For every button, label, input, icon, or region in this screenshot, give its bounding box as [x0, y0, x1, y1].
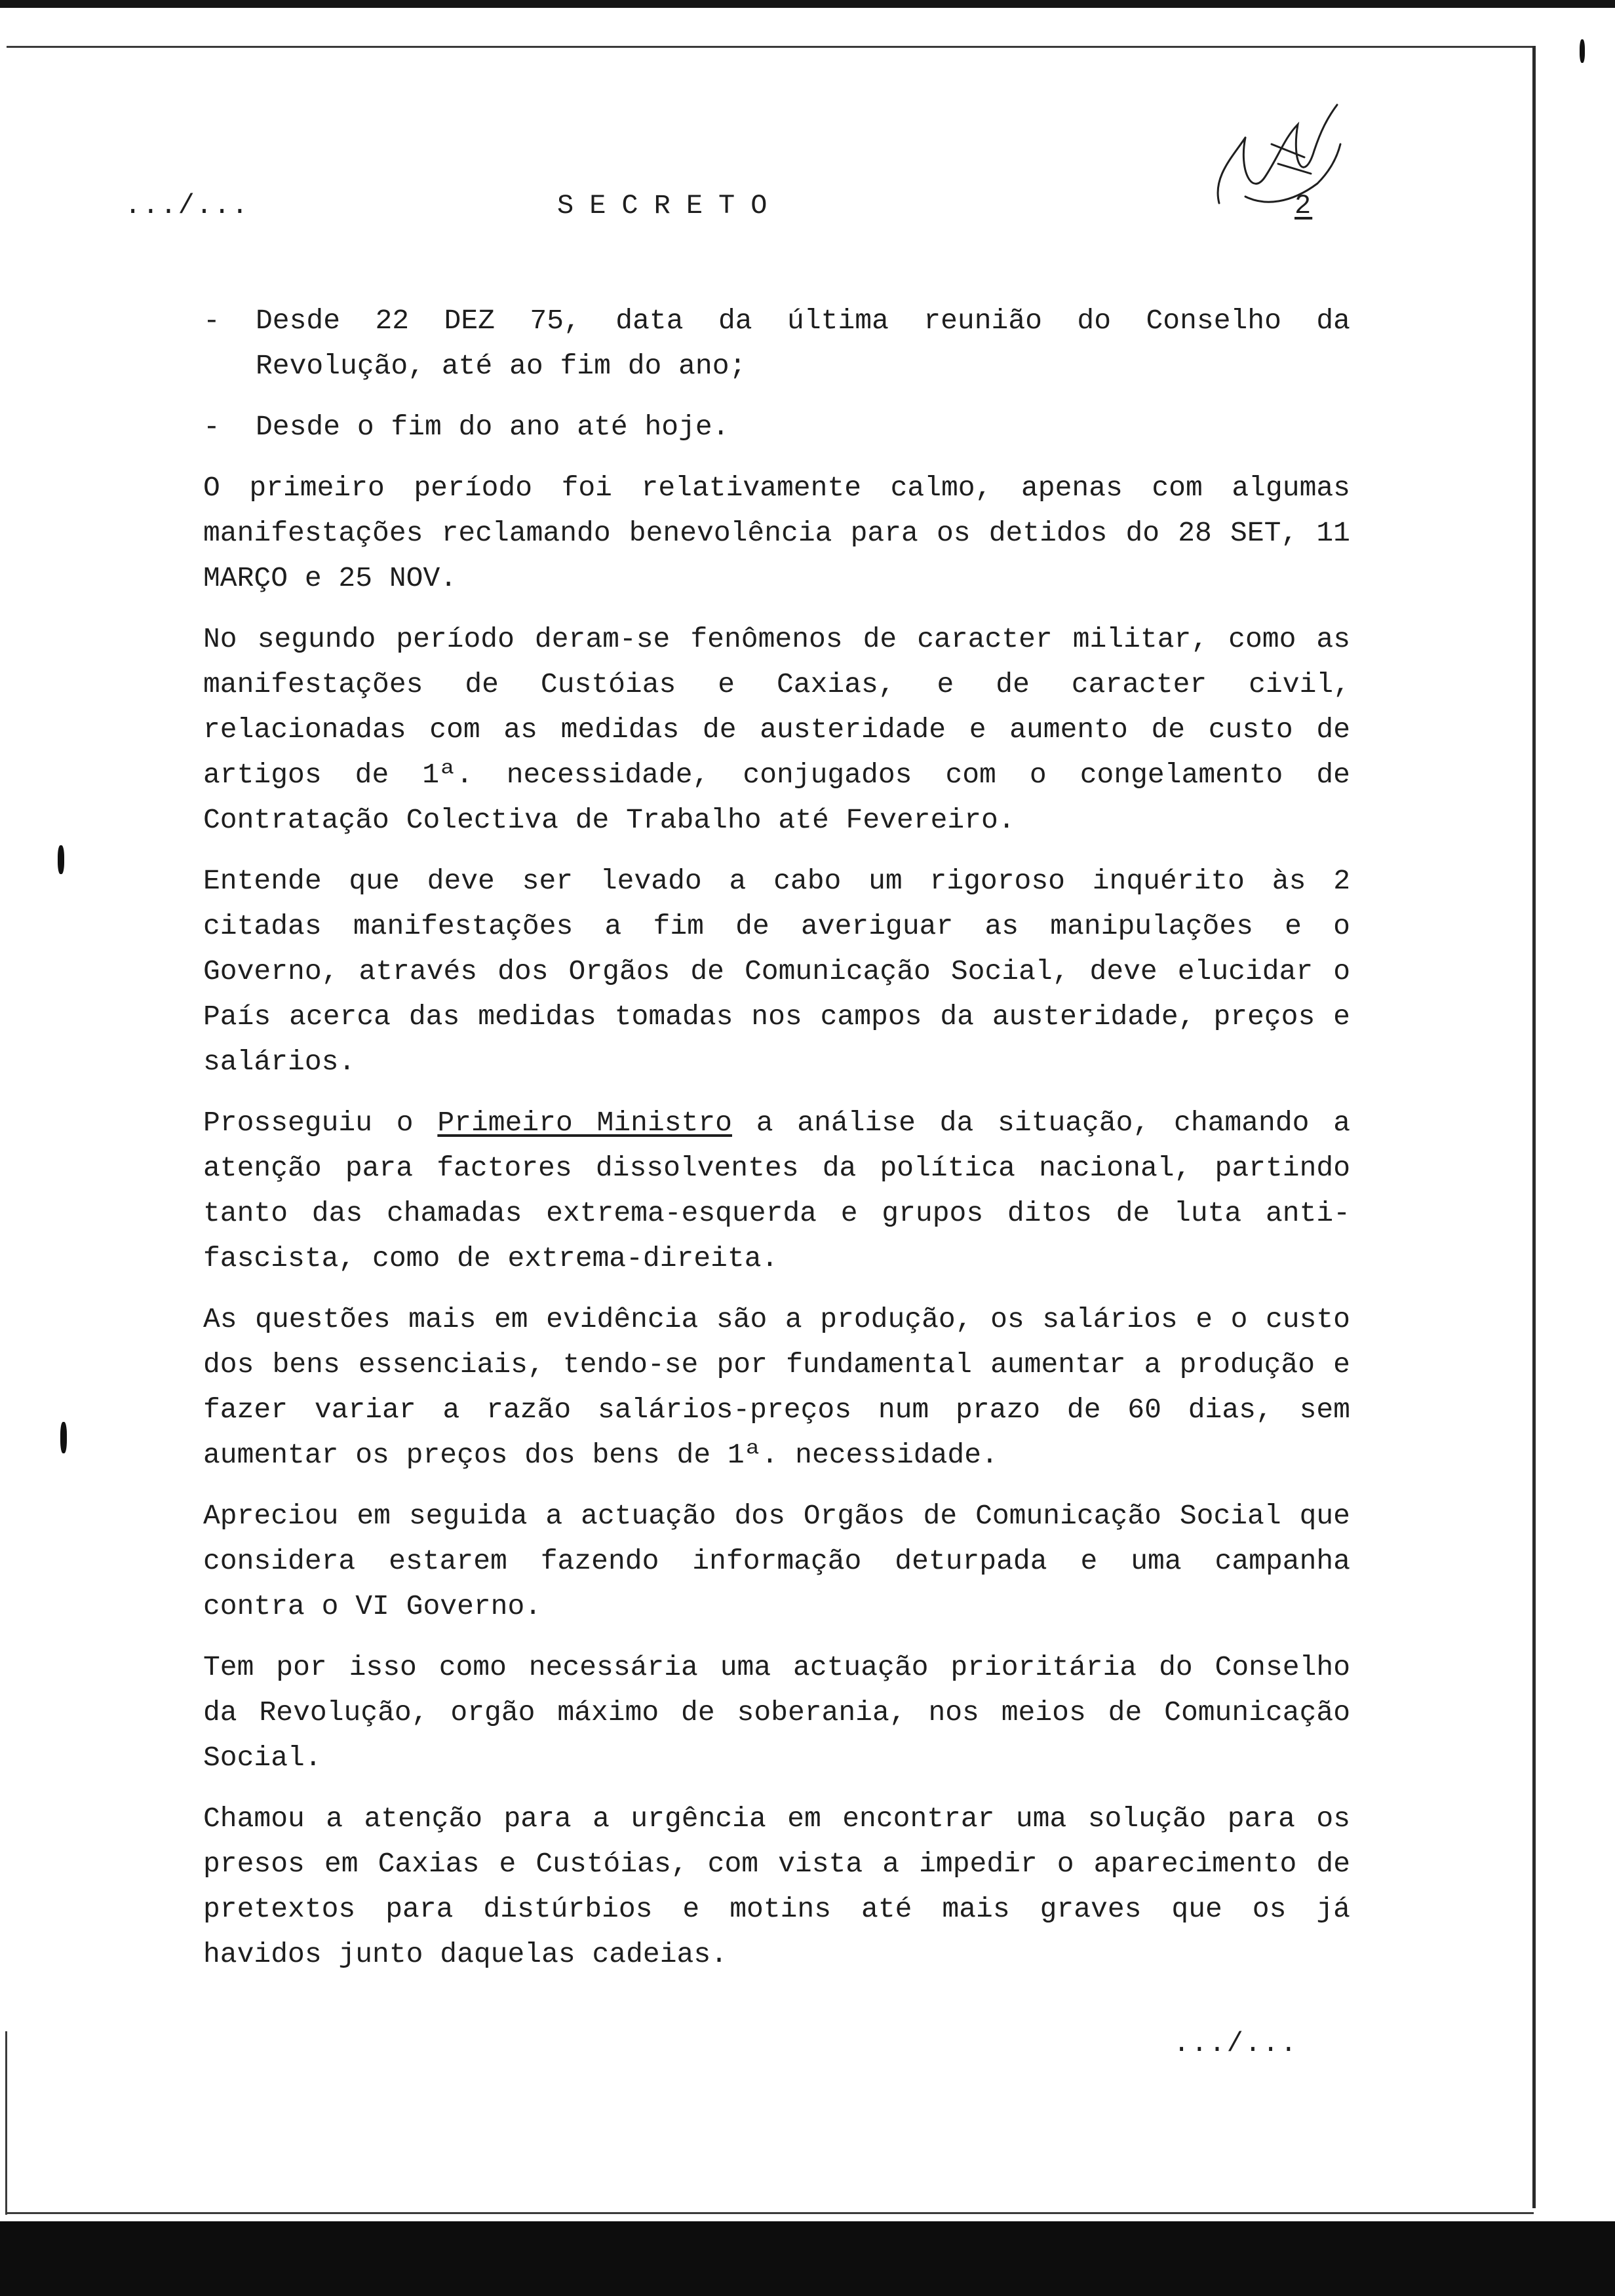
paragraph: Entende que deve ser levado a cabo um rigoroso inquérito às 2 citadas manifestações a fim de averiguar as manipulações e o Governo, através dos Orgãos de Comunicação Social, deve elucidar o País acerca das medidas tomadas nos campos da austeridade, preços e salários. — [203, 865, 1350, 1078]
paragraph: No segundo período deram-se fenômenos de caracter militar, como as manifestações de Custóias e Caxias, e de caracter civil, relacionadas com as medidas de austeridade e aumento de custo de artigos de 1ª. necessidade, conjugados com o congelamento de Contratação Colectiva de Trabalho até Fevereiro. — [203, 623, 1350, 836]
underlined-title: Primeiro Ministro — [437, 1107, 732, 1139]
classification-label: SECRETO — [557, 190, 783, 221]
paragraph: Chamou a atenção para a urgência em encontrar uma solução para os presos em Caxias e Custóias, com vista a impedir o aparecimento de pretextos para distúrbios e motins até mais graves que os já havidos junto daquelas cadeias. — [203, 1803, 1350, 1970]
footer-continuation: .../... — [1173, 2028, 1298, 2059]
punch-mark — [60, 1422, 67, 1453]
paragraph: Apreciou em seguida a actuação dos Orgãos de Comunicação Social que considera estarem fazendo informação deturpada e uma campanha contra o VI Governo. — [203, 1500, 1350, 1622]
scan-top-rule — [7, 46, 1534, 48]
list-item: - Desde o fim do ano até hoje. — [203, 411, 730, 443]
paragraph: Tem por isso como necessária uma actuação prioritária do Conselho da Revolução, orgão máximo de soberania, nos meios de Comunicação Social. — [203, 1651, 1350, 1774]
scan-left-edge — [5, 2031, 7, 2215]
paragraph: O primeiro período foi relativamente calmo, apenas com algumas manifestações reclamando benevolência para os detidos do 28 SET, 11 MARÇO e 25 NOV. — [203, 472, 1350, 594]
scan-mark — [1580, 39, 1585, 63]
handwritten-initials — [1206, 98, 1357, 229]
header-continuation: .../... — [125, 190, 250, 221]
list-item: - Desde 22 DEZ 75, data da última reunião do Conselho da Revolução, até ao fim do ano; — [203, 305, 1350, 382]
scan-top-edge — [0, 0, 1615, 8]
paragraph: As questões mais em evidência são a produção, os salários e o custo dos bens essenciais, tendo-se por fundamental aumentar a produção e fazer variar a razão salários-preços num prazo de 60 dias, sem aumentar os preços dos bens de 1ª. necessidade. — [203, 1303, 1350, 1471]
scan-bottom-rule — [7, 2212, 1534, 2214]
scan-bottom-band — [0, 2221, 1615, 2296]
punch-mark — [58, 845, 64, 874]
page-number: 2 — [1294, 190, 1313, 221]
scan-right-border — [1532, 46, 1536, 2208]
paragraph-minister: Prosseguiu o Primeiro Ministro a análise da situação, chamando a atenção para factores dissolventes da política nacional, partindo tanto das chamadas extrema-esquerda e grupos ditos de luta anti-fascista, como de extrema-direita. — [203, 1107, 1351, 1274]
document-body — [203, 298, 1350, 1993]
